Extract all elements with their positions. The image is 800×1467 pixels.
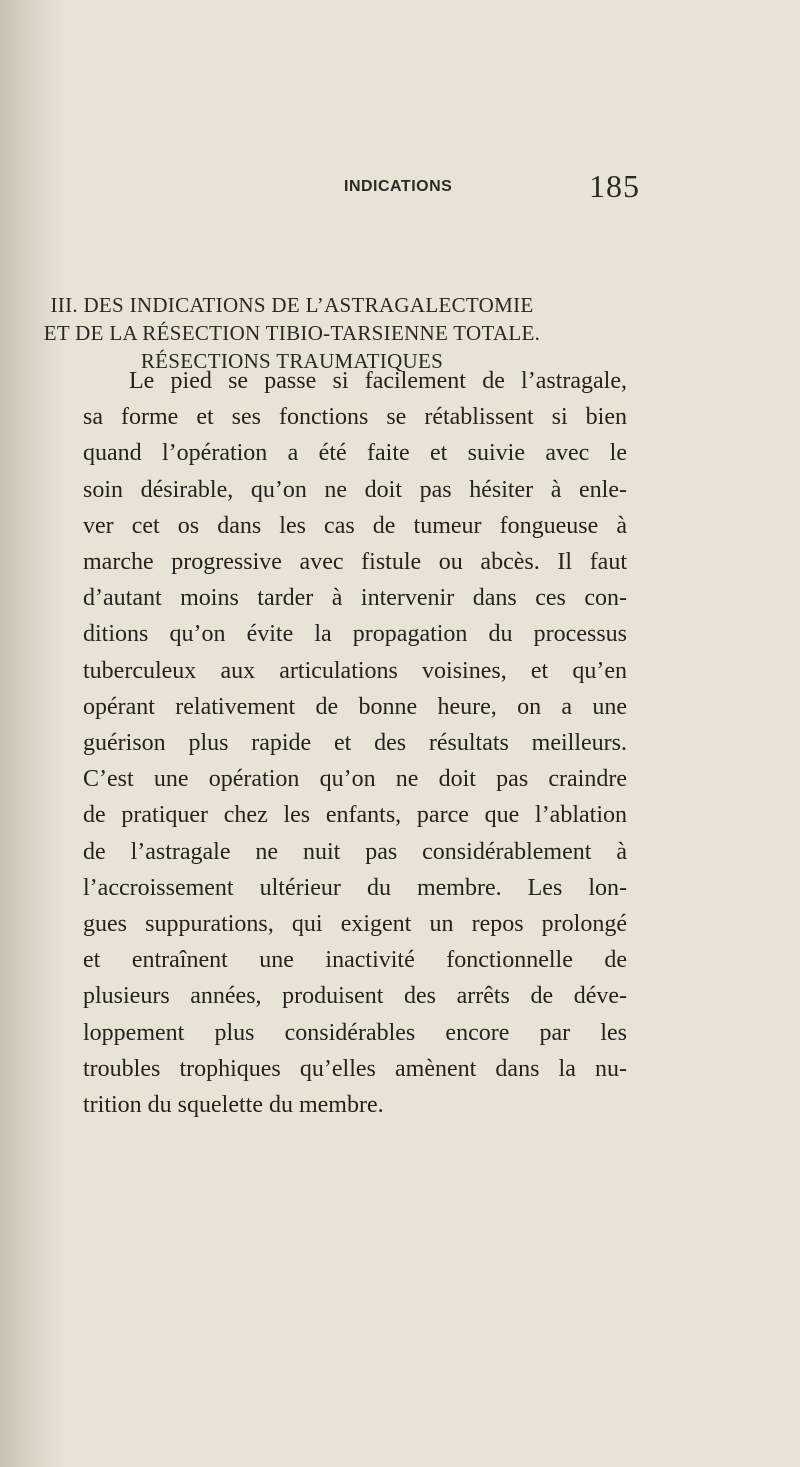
text-line: de l’astragale ne nuit pas considérablement à [83, 838, 627, 865]
text-line: loppement plus considérables encore par les [83, 1019, 627, 1046]
text-line: marche progressive avec fistule ou abcès. Il faut [83, 549, 627, 576]
text-line: ver cet os dans les cas de tumeur fongueuse à [83, 512, 627, 539]
text-line: et entraînent une inactivité fonctionnelle de [83, 947, 627, 974]
text-line: trition du squelette du membre. [83, 1092, 384, 1119]
text-line: tuberculeux aux articulations voisines, et qu’en [83, 657, 627, 684]
running-title: INDICATIONS [344, 178, 453, 195]
text-line: sa forme et ses fonctions se rétablissent si bien [83, 404, 627, 431]
section-heading-line: RÉSECTIONS TRAUMATIQUES [140, 349, 444, 373]
section-heading-line: ET DE LA RÉSECTION TIBIO-TARSIENNE TOTALE. [43, 321, 541, 345]
text-line: opérant relativement de bonne heure, on a une [83, 693, 627, 720]
text-line: soin désirable, qu’on ne doit pas hésiter à enle- [83, 476, 627, 503]
text-line: Le pied se passe si facilement de l’astragale, [129, 368, 627, 394]
text-line: de pratiquer chez les enfants, parce que l’ablation [83, 802, 627, 829]
text-line: gues suppurations, qui exigent un repos prolongé [83, 911, 627, 938]
text-line: C’est une opération qu’on ne doit pas craindre [83, 766, 627, 793]
text-line: quand l’opération a été faite et suivie avec le [83, 440, 627, 467]
page-edge-shadow [0, 0, 70, 1467]
text-line: d’autant moins tarder à intervenir dans ces con- [83, 585, 627, 612]
text-line: l’accroissement ultérieur du membre. Les lon- [83, 874, 627, 901]
section-heading-line: III. DES INDICATIONS DE L’ASTRAGALECTOMIE [50, 293, 534, 317]
text-line: plusieurs années, produisent des arrêts de déve- [83, 983, 627, 1010]
running-head [0, 166, 800, 206]
page-number: 185 [589, 168, 640, 204]
body-paragraph [83, 363, 627, 1123]
text-line: ditions qu’on évite la propagation du processus [83, 621, 627, 648]
text-line: troubles trophiques qu’elles amènent dans la nu- [83, 1055, 627, 1082]
text-line: guérison plus rapide et des résultats meilleurs. [83, 730, 627, 757]
